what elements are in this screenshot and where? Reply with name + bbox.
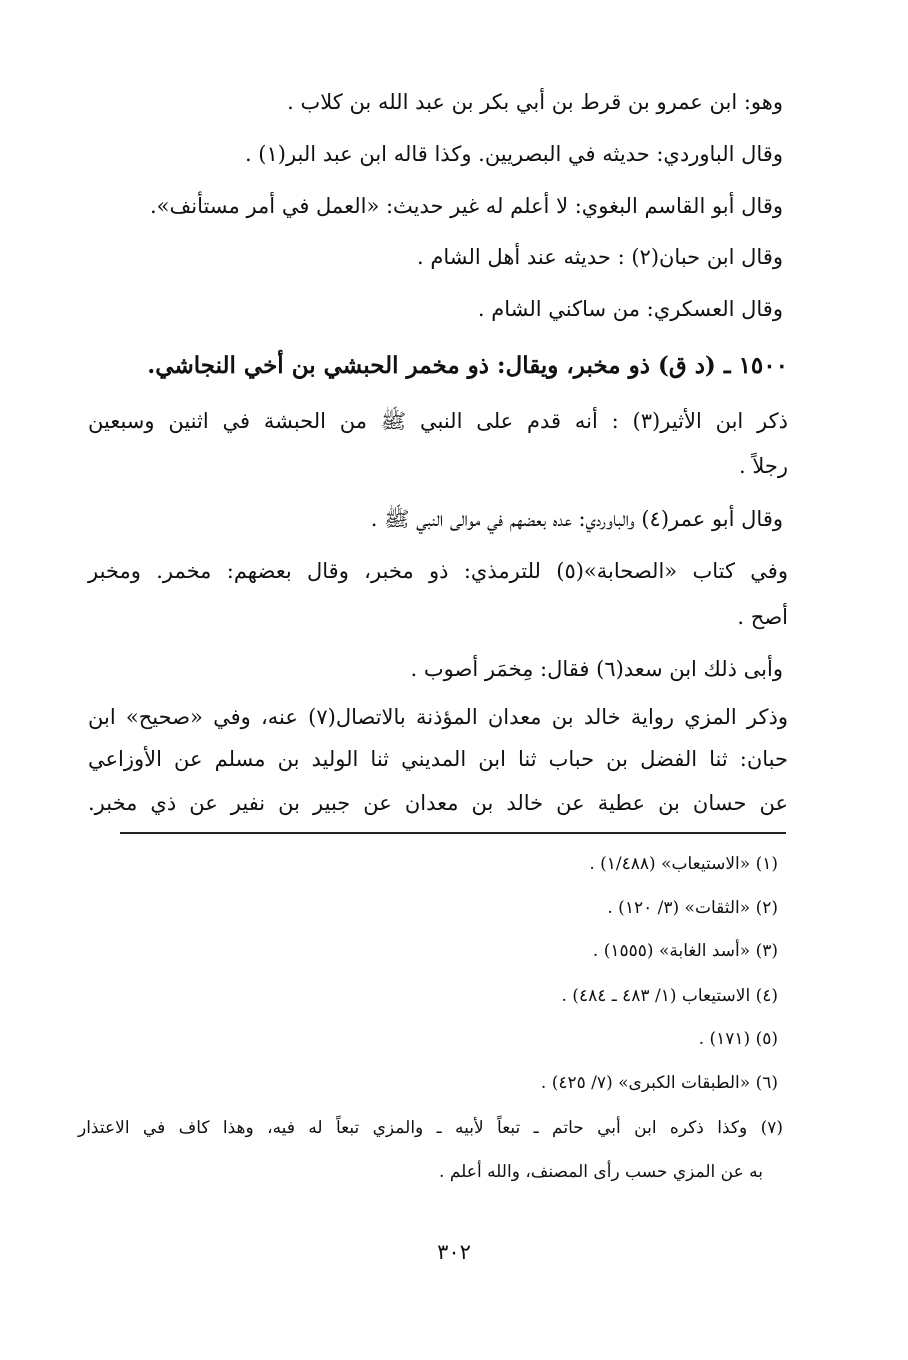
footnote: (١) «الاستيعاب» (١/٤٨٨) . xyxy=(589,854,778,874)
footnote-continuation: به عن المزي حسب رأى المصنف، والله أعلم . xyxy=(439,1162,763,1182)
body-line: وقال العسكري: من ساكني الشام . xyxy=(477,297,783,321)
entry-line: ذكر ابن الأثير(٣) : أنه قدم على النبي ﷺ من الحبشة في اثنين وسبعين xyxy=(88,409,788,433)
entry-line: وقال أبو عمر(٤) والباوردي: عده بعضهم في موالى النبي ﷺ . xyxy=(370,507,783,531)
body-line: وهو: ابن عمرو بن قرط بن أبي بكر بن عبد الله بن كلاب . xyxy=(287,90,783,114)
footnote: (٧) وكذا ذكره ابن أبي حاتم ـ تبعاً لأبيه ـ والمزي تبعاً له فيه، وهذا كاف في الاعتذار xyxy=(78,1118,783,1138)
footnote: (٤) الاستيعاب (١/ ٤٨٣ ـ ٤٨٤) . xyxy=(561,986,778,1006)
footnote-separator xyxy=(120,832,786,834)
page-number: ٣٠٢ xyxy=(437,1240,471,1264)
entry-line: أصح . xyxy=(737,605,788,629)
entry-heading: ١٥٠٠ ـ (د ق) ذو مخبر، ويقال: ذو مخمر الحبشي بن أخي النجاشي. xyxy=(147,352,788,379)
entry-line: عن حسان بن عطية عن خالد بن معدان عن جبير بن نفير عن ذي مخبر. xyxy=(88,791,788,815)
footnote: (٢) «الثقات» (٣/ ١٢٠) . xyxy=(607,898,778,918)
entry-line: وأبى ذلك ابن سعد(٦) فقال: مِخمَر أصوب . xyxy=(410,657,783,681)
footnote: (٥) (١٧١) . xyxy=(698,1029,778,1049)
footnote: (٣) «أسد الغابة» (١٥٥٥) . xyxy=(592,941,778,961)
body-line: وقال الباوردي: حديثه في البصريين. وكذا قاله ابن عبد البر(١) . xyxy=(244,142,783,166)
body-line: وقال ابن حبان(٢) : حديثه عند أهل الشام . xyxy=(417,245,783,269)
footnote: (٦) «الطبقات الكبرى» (٧/ ٤٢٥) . xyxy=(540,1073,778,1093)
entry-line: وفي كتاب «الصحابة»(٥) للترمذي: ذو مخبر، وقال بعضهم: مخمر. ومخبر xyxy=(88,559,788,583)
entry-line: وذكر المزي رواية خالد بن معدان المؤذنة بالاتصال(٧) عنه، وفي «صحيح» ابن xyxy=(88,705,789,729)
entry-line: رجلاً . xyxy=(738,454,788,478)
entry-line: حبان: ثنا الفضل بن حباب ثنا ابن المديني ثنا الوليد بن مسلم عن الأوزاعي xyxy=(88,747,788,771)
body-line: وقال أبو القاسم البغوي: لا أعلم له غير حديث: «العمل في أمر مستأنف». xyxy=(149,194,783,218)
